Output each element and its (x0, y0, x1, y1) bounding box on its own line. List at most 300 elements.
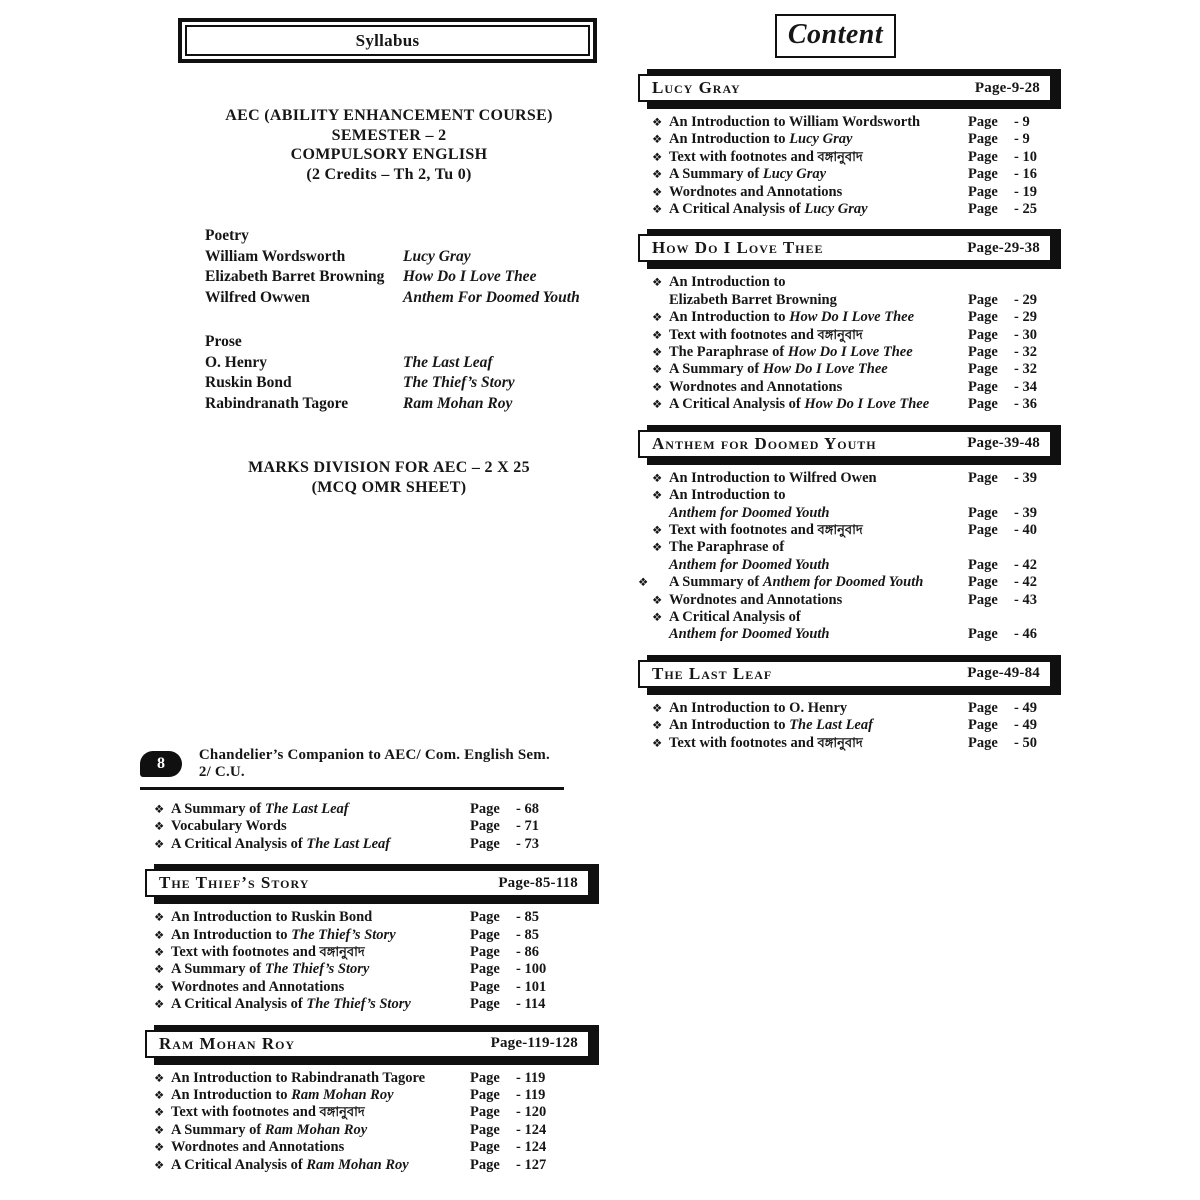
entry-title (669, 201, 968, 218)
entry-line (669, 609, 968, 626)
author-name: O. Henry (205, 353, 267, 371)
entry-text-segment: Anthem for Doomed Youth (762, 574, 924, 591)
entry-page-number (968, 201, 1064, 218)
page-label: Page (968, 291, 998, 308)
entry-line (669, 557, 968, 574)
entry-title (669, 131, 968, 148)
entry-text-segment: The Last Leaf (789, 717, 873, 734)
entry-page-number (968, 505, 1064, 522)
author-name: Elizabeth Barret Browning (205, 268, 385, 285)
toc-entry (154, 1122, 566, 1139)
work-title: The Last Leaf (403, 353, 493, 371)
toc-entry (154, 1070, 566, 1087)
syllabus-column (140, 0, 602, 1174)
diamond-bullet-icon: ❖ (652, 167, 663, 182)
entry-page-number (968, 626, 1064, 643)
section-entry-list (638, 274, 1064, 413)
section-header (145, 1030, 590, 1058)
entry-title (669, 522, 968, 539)
page-value: - 50 (1014, 734, 1037, 751)
page-value: - 49 (1014, 717, 1037, 734)
entry-page-number (968, 735, 1064, 752)
section-entry-list (638, 114, 1064, 218)
page-value: - 39 (1014, 469, 1037, 486)
entry-text-segment: Ram Mohan Roy (291, 1087, 394, 1104)
page-label: Page (470, 1121, 500, 1138)
entry-text-segment: How Do I Love Thee (762, 361, 888, 378)
section-title: Ram Mohan Roy (159, 1033, 296, 1053)
entry-text-segment: Text with footnotes and (669, 326, 818, 343)
diamond-bullet-icon: ❖ (652, 184, 663, 199)
course-heading (178, 106, 600, 184)
entry-line (171, 1139, 470, 1156)
entry-text-segment: Wordnotes and Annotations (171, 1139, 345, 1156)
entry-line (669, 149, 968, 166)
poetry-row (205, 247, 602, 268)
entry-text-segment: A Critical Analysis of (171, 835, 307, 852)
entry-title (669, 327, 968, 344)
entry-line (171, 818, 470, 835)
entry-title (171, 1104, 470, 1121)
entry-text-segment: An Introduction to Ruskin Bond (171, 909, 373, 926)
toc-section (638, 234, 1064, 413)
entry-text-segment: A Summary of (669, 361, 763, 378)
entry-text-segment: An Introduction to Wilfred Owen (669, 469, 877, 486)
entry-text-segment: The Last Leaf (306, 835, 391, 852)
entry-page-number (968, 149, 1064, 166)
content-column (638, 0, 1064, 752)
entry-text-segment: Anthem for Doomed Youth (669, 626, 830, 643)
entry-title (669, 470, 968, 487)
page-label: Page (968, 183, 998, 200)
entry-page-number (968, 361, 1064, 378)
toc-entry (652, 379, 1064, 396)
toc-entry (154, 909, 566, 926)
entry-text-segment: Lucy Gray (789, 131, 853, 148)
section-header (638, 430, 1052, 458)
page-value: - 32 (1014, 344, 1037, 361)
entry-page-number (968, 166, 1064, 183)
toc-entry (652, 309, 1064, 326)
toc-entry (652, 131, 1064, 148)
entry-title (171, 944, 470, 961)
entry-line (171, 1157, 470, 1174)
entry-title (669, 184, 968, 201)
entry-title (669, 735, 968, 752)
page-number-badge: 8 (140, 751, 182, 777)
toc-entry (652, 149, 1064, 166)
entry-text-segment: An Introduction to O. Henry (669, 699, 848, 716)
diamond-bullet-icon: ❖ (652, 310, 663, 325)
entry-title (669, 539, 968, 574)
poetry-list (205, 226, 602, 308)
entry-line (171, 979, 470, 996)
page-label: Page (470, 961, 500, 978)
entry-title (669, 609, 968, 644)
entry-text-segment: A Summary of (669, 166, 763, 183)
entry-title (669, 114, 968, 131)
bengali-text: বঙ্গানুবাদ (817, 327, 863, 343)
work-title: The Thief’s Story (403, 374, 515, 391)
page-value: - 9 (1014, 131, 1030, 148)
page-label: Page (470, 1087, 500, 1104)
entry-page-number (470, 801, 566, 818)
entry-line (171, 944, 470, 961)
entry-page-number (968, 470, 1064, 487)
page-label: Page (470, 926, 500, 943)
entry-line (669, 396, 968, 413)
page-label: Page (470, 1069, 500, 1086)
page-value: - 30 (1014, 326, 1037, 343)
entry-text-segment: Wordnotes and Annotations (669, 378, 843, 395)
section-entry-list (638, 470, 1064, 644)
entry-text-segment: A Summary of (669, 574, 763, 591)
page-value: - 73 (516, 835, 539, 852)
page-label: Page (968, 556, 998, 573)
entry-title (171, 801, 470, 818)
left-toc-sections (140, 869, 602, 1174)
bengali-text: বঙ্গানুবাদ (817, 735, 863, 751)
entry-text-segment: A Critical Analysis of (171, 996, 307, 1013)
entry-page-number (470, 996, 566, 1013)
entry-title (669, 574, 968, 591)
diamond-bullet-icon: ❖ (154, 962, 165, 977)
diamond-bullet-icon: ❖ (154, 1088, 165, 1103)
author-name: William Wordsworth (205, 247, 346, 265)
entry-line (669, 361, 968, 378)
page-label: Page (470, 1156, 500, 1173)
diamond-bullet-icon: ❖ (638, 575, 649, 590)
prose-row (205, 353, 602, 374)
diamond-bullet-icon: ❖ (154, 819, 165, 834)
entry-line (669, 201, 968, 218)
entry-line (171, 801, 470, 818)
entry-line (669, 505, 968, 522)
entry-page-number (470, 1122, 566, 1139)
bengali-text: বঙ্গানুবাদ (319, 945, 365, 961)
entry-line (669, 114, 968, 131)
prose-row (205, 394, 602, 415)
page-value: - 124 (516, 1139, 547, 1156)
entry-title (669, 166, 968, 183)
entry-page-number (968, 131, 1064, 148)
page-label: Page (968, 326, 998, 343)
entry-page-number (470, 944, 566, 961)
toc-section (638, 74, 1064, 218)
entry-title (171, 836, 470, 853)
work-title: Anthem For Doomed Youth (403, 288, 580, 306)
entry-line (669, 717, 968, 734)
right-toc-sections (638, 74, 1064, 752)
page-label: Page (470, 944, 500, 961)
toc-entry (154, 1104, 566, 1121)
page-value: - 40 (1014, 521, 1037, 538)
entry-page-number (968, 592, 1064, 609)
diamond-bullet-icon: ❖ (652, 609, 663, 624)
entry-text-segment: An Introduction to (669, 487, 786, 504)
entry-text-segment: An Introduction to (669, 131, 790, 148)
diamond-bullet-icon: ❖ (652, 488, 663, 503)
section-page-range: Page-119-128 (490, 1035, 578, 1052)
entry-text-segment: The Thief’s Story (306, 996, 411, 1013)
entry-page-number (968, 309, 1064, 326)
page-label: Page (968, 591, 998, 608)
entry-line (669, 735, 968, 752)
page-value: - 39 (1014, 504, 1037, 521)
entry-text-segment: Wordnotes and Annotations (669, 183, 843, 200)
section-entry-list (140, 1070, 566, 1174)
toc-entry (652, 327, 1064, 344)
work-title: How Do I Love Thee (403, 268, 537, 285)
toc-entry (154, 961, 566, 978)
toc-entry (638, 574, 1064, 591)
toc-entry (652, 487, 1064, 522)
toc-entry (154, 927, 566, 944)
entry-text-segment: Lucy Gray (804, 201, 868, 218)
author-name: Wilfred Owwen (205, 288, 310, 306)
section-page-range: Page-49-84 (967, 665, 1040, 682)
diamond-bullet-icon: ❖ (154, 1122, 165, 1137)
page-label: Page (968, 574, 998, 591)
section-title: The Thief’s Story (159, 873, 310, 893)
entry-text-segment: A Critical Analysis of (669, 396, 805, 413)
entry-text-segment: Wordnotes and Annotations (669, 591, 843, 608)
marks-line: (MCQ OMR SHEET) (311, 478, 467, 496)
section-page-range: Page-85-118 (498, 874, 578, 891)
prose-list (205, 332, 602, 414)
entry-text-segment: A Summary of (171, 961, 265, 978)
diamond-bullet-icon: ❖ (154, 979, 165, 994)
entry-line (669, 309, 968, 326)
page-value: - 101 (516, 978, 547, 995)
section-header (638, 74, 1052, 102)
page-value: - 16 (1014, 166, 1037, 183)
entry-line (669, 327, 968, 344)
entry-text-segment: How Do I Love Thee (787, 344, 913, 361)
toc-section (638, 430, 1064, 644)
marks-division-heading (178, 458, 600, 497)
page-value: - 86 (516, 944, 539, 961)
page-value: - 124 (516, 1121, 547, 1138)
entry-line (669, 574, 968, 591)
toc-entry (652, 539, 1064, 574)
page-label: Page (470, 909, 500, 926)
page-value: - 68 (516, 801, 539, 817)
entry-title (171, 996, 470, 1013)
entry-text-segment: Anthem for Doomed Youth (669, 504, 830, 521)
diamond-bullet-icon: ❖ (652, 592, 663, 607)
entry-title (669, 274, 968, 309)
section-page-range: Page-9-28 (974, 79, 1040, 96)
page-value: - 71 (516, 818, 539, 835)
page-value: - 100 (516, 961, 547, 978)
entry-line (669, 131, 968, 148)
author-name: Ruskin Bond (205, 374, 292, 391)
work-title: Ram Mohan Roy (403, 394, 513, 412)
diamond-bullet-icon: ❖ (154, 802, 165, 816)
entry-page-number (968, 717, 1064, 734)
page-label: Page (968, 201, 998, 218)
page-value: - 29 (1014, 291, 1037, 308)
page-value: - 42 (1014, 556, 1037, 573)
section-header (638, 234, 1052, 262)
toc-entry (652, 201, 1064, 218)
page-label: Page (470, 801, 500, 817)
diamond-bullet-icon: ❖ (652, 327, 663, 342)
entry-line (171, 836, 470, 853)
toc-entry (652, 166, 1064, 183)
diamond-bullet-icon: ❖ (154, 1140, 165, 1155)
diamond-bullet-icon: ❖ (652, 275, 663, 290)
toc-entry (652, 396, 1064, 413)
entry-text-segment: A Critical Analysis of (171, 1156, 307, 1173)
toc-section (140, 1030, 602, 1174)
entry-page-number (470, 1139, 566, 1156)
page-label: Page (968, 626, 998, 643)
course-line: (2 Credits – Th 2, Tu 0) (306, 165, 472, 183)
page-value: - 19 (1014, 183, 1037, 200)
entry-title (669, 309, 968, 326)
entry-text-segment: How Do I Love Thee (804, 396, 930, 413)
diamond-bullet-icon: ❖ (652, 379, 663, 394)
entry-title (669, 592, 968, 609)
page-label: Page (968, 114, 998, 130)
course-line: SEMESTER – 2 (331, 126, 447, 144)
page-footer (140, 747, 564, 790)
entry-line (171, 927, 470, 944)
entry-text-segment: An Introduction to (669, 274, 786, 291)
toc-entry (652, 361, 1064, 378)
entry-text-segment: A Critical Analysis of (669, 201, 805, 218)
section-page-range: Page-39-48 (967, 435, 1040, 452)
entry-text-segment: Text with footnotes and (669, 148, 818, 165)
entry-line (669, 522, 968, 539)
poetry-row (205, 288, 602, 309)
running-header-text: Chandelier’s Companion to AEC/ Com. English Sem. 2/ C.U. (198, 747, 550, 780)
page-value: - 46 (1014, 626, 1037, 643)
toc-entry (652, 114, 1064, 131)
entry-page-number (968, 396, 1064, 413)
entry-title (669, 717, 968, 734)
entry-text-segment: Wordnotes and Annotations (171, 978, 345, 995)
page-value: - 9 (1014, 114, 1030, 130)
toc-entry (652, 592, 1064, 609)
toc-entry (652, 344, 1064, 361)
bengali-text: বঙ্গানুবাদ (817, 149, 863, 165)
entry-text-segment: The Paraphrase of (669, 344, 788, 361)
toc-entry (652, 522, 1064, 539)
page-label: Page (470, 978, 500, 995)
entry-text-segment: An Introduction to (171, 1087, 292, 1104)
page-value: - 42 (1014, 574, 1037, 591)
content-title-box: Content (775, 14, 896, 58)
page-value: - 119 (516, 1087, 546, 1104)
entry-text-segment: Ram Mohan Roy (264, 1121, 368, 1138)
page-label: Page (470, 1104, 500, 1121)
section-header (638, 660, 1052, 688)
prose-row (205, 373, 602, 394)
last-leaf-continuation-list (140, 801, 566, 853)
entry-page-number (968, 327, 1064, 344)
entry-text-segment: The Last Leaf (264, 801, 349, 817)
toc-entry (154, 1139, 566, 1156)
entry-text-segment: Lucy Gray (762, 166, 827, 183)
page-label: Page (470, 1139, 500, 1156)
entry-line (669, 184, 968, 201)
page-label: Page (968, 469, 998, 486)
page-value: - 120 (516, 1104, 547, 1121)
entry-title (171, 1157, 470, 1174)
entry-title (171, 927, 470, 944)
page-label: Page (968, 521, 998, 538)
section-title: Anthem for Doomed Youth (652, 433, 877, 453)
bengali-text: বঙ্গানুবাদ (817, 522, 863, 538)
page-label: Page (968, 378, 998, 395)
entry-line (669, 470, 968, 487)
bengali-text: বঙ্গানুবাদ (319, 1105, 365, 1121)
page-label: Page (968, 131, 998, 148)
entry-line (171, 996, 470, 1013)
toc-entry (154, 1087, 566, 1104)
entry-title (669, 379, 968, 396)
toc-entry (154, 944, 566, 961)
entry-page-number (968, 292, 1064, 309)
diamond-bullet-icon: ❖ (652, 397, 663, 412)
entry-page-number (968, 114, 1064, 131)
section-entry-list (638, 700, 1064, 752)
page-value: - 36 (1014, 396, 1037, 413)
page-label: Page (968, 166, 998, 183)
work-title: Lucy Gray (403, 247, 471, 265)
author-name: Rabindranath Tagore (205, 394, 349, 412)
entry-page-number (470, 979, 566, 996)
page-label: Page (968, 717, 998, 734)
page-value: - 119 (516, 1069, 546, 1086)
diamond-bullet-icon: ❖ (154, 1157, 165, 1172)
entry-text-segment: An Introduction to (171, 926, 292, 943)
toc-entry (652, 700, 1064, 717)
section-entry-list (140, 909, 566, 1013)
page-value: - 49 (1014, 699, 1037, 716)
prose-heading: Prose (205, 333, 242, 350)
page-value: - 114 (516, 996, 546, 1013)
page-label: Page (968, 504, 998, 521)
entry-line (171, 1122, 470, 1139)
entry-title (669, 700, 968, 717)
toc-entry (154, 836, 566, 853)
toc-section (638, 660, 1064, 752)
entry-page-number (968, 184, 1064, 201)
syllabus-box (178, 18, 597, 63)
diamond-bullet-icon: ❖ (652, 202, 663, 217)
entry-title (669, 149, 968, 166)
entry-page-number (968, 574, 1064, 591)
page-label: Page (470, 818, 500, 835)
entry-line (171, 1104, 470, 1121)
entry-line (669, 166, 968, 183)
diamond-bullet-icon: ❖ (652, 522, 663, 537)
entry-page-number (968, 557, 1064, 574)
course-line: AEC (ABILITY ENHANCEMENT COURSE) (225, 107, 553, 124)
page-value: - 32 (1014, 361, 1037, 378)
diamond-bullet-icon: ❖ (154, 927, 165, 942)
entry-text-segment: An Introduction to Rabindranath Tagore (171, 1069, 426, 1086)
page-label: Page (968, 344, 998, 361)
entry-text-segment: Text with footnotes and (669, 734, 818, 751)
diamond-bullet-icon: ❖ (154, 910, 165, 925)
toc-entry (652, 470, 1064, 487)
entry-page-number (470, 1157, 566, 1174)
